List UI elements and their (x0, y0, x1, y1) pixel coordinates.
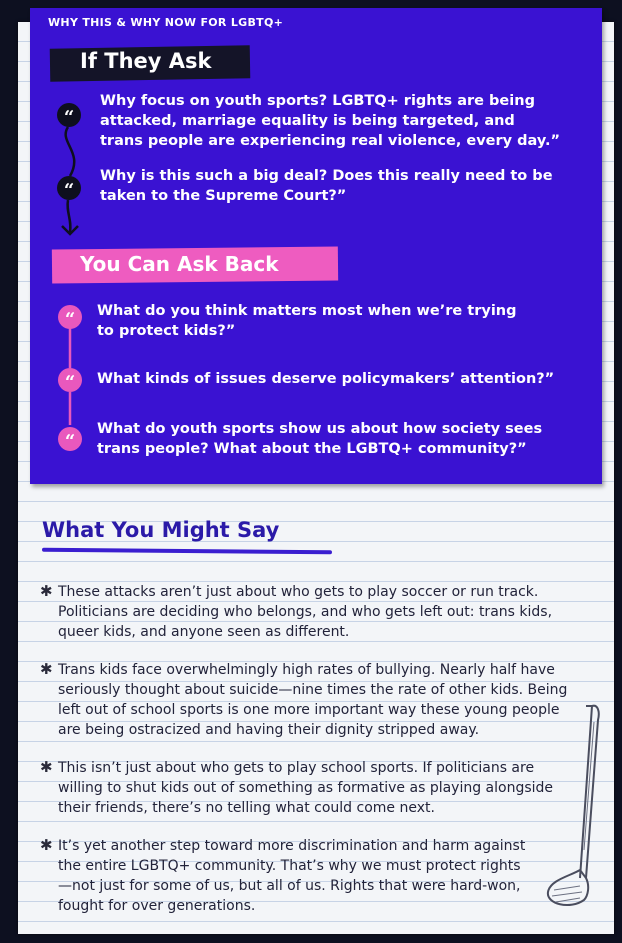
asterisk-icon: ✱ (40, 660, 53, 678)
asterisk-icon: ✱ (40, 582, 53, 600)
talking-point-4-line-4: fought for over generations. (58, 898, 256, 914)
ask-question-2-line-1: Why is this such a big deal? Does this really need to be (100, 168, 553, 184)
talking-point-4 (58, 836, 578, 916)
asterisk-icon: ✱ (40, 836, 53, 854)
talking-point-1 (58, 582, 578, 642)
ask-back-question-1-line-1: What do you think matters most when we’re trying (97, 303, 517, 319)
ask-question-1-line-1: Why focus on youth sports? LGBTQ+ rights are being (100, 93, 535, 109)
quote-icon: “ (57, 103, 81, 127)
ask-question-1-line-3: trans people are experiencing real violence, every day.” (100, 133, 561, 149)
golf-club-icon (540, 700, 610, 915)
ask-back-heading: You Can Ask Back (80, 252, 279, 276)
ask-question-1 (100, 91, 560, 151)
talking-point-4-line-1: It’s yet another step toward more discrimination and harm against (58, 838, 526, 854)
talking-point-4-line-3: —not just for some of us, but all of us. Rights that were hard-won, (58, 878, 521, 894)
ask-back-question-1-line-2: to protect kids?” (97, 323, 236, 339)
quote-icon: “ (58, 305, 82, 329)
talking-point-3-line-2: willing to shut kids out of something as formative as playing alongside (58, 780, 554, 796)
if-they-ask-heading: If They Ask (80, 49, 212, 73)
ask-back-question-3-line-2: trans people? What about the LGBTQ+ community?” (97, 441, 527, 457)
talking-point-2-line-3: left out of school sports is one more important way these young people (58, 702, 560, 718)
talking-point-3-line-1: This isn’t just about who gets to play school sports. If politicians are (58, 760, 535, 776)
section-tag: WHY THIS & WHY NOW FOR LGBTQ+ (48, 16, 284, 29)
ask-back-question-2-line-1: What kinds of issues deserve policymakers’ attention?” (97, 371, 555, 387)
asterisk-icon: ✱ (40, 758, 53, 776)
quote-icon: “ (58, 368, 82, 392)
ask-question-1-line-2: attacked, marriage equality is being targeted, and (100, 113, 515, 129)
talking-point-2-line-2: seriously thought about suicide—nine times the rate of other kids. Being (58, 682, 568, 698)
talking-point-2 (58, 660, 578, 740)
ask-back-question-3 (97, 419, 542, 459)
talking-point-3-line-3: their friends, there’s no telling what could come next. (58, 800, 435, 816)
talking-point-2-line-4: are being ostracized and having their dignity stripped away. (58, 722, 480, 738)
talking-point-1-line-1: These attacks aren’t just about who gets to play soccer or run track. (58, 584, 539, 600)
talking-point-2-line-1: Trans kids face overwhelmingly high rates of bullying. Nearly half have (58, 662, 555, 678)
quote-icon: “ (58, 427, 82, 451)
talking-point-1-line-2: Politicians are deciding who belongs, and who gets left out: trans kids, (58, 604, 553, 620)
what-you-might-say-heading: What You Might Say (42, 518, 280, 542)
talking-point-3 (58, 758, 578, 818)
talking-point-4-line-2: the entire LGBTQ+ community. That’s why we must protect rights (58, 858, 521, 874)
ask-question-2-line-2: taken to the Supreme Court?” (100, 188, 347, 204)
talking-point-1-line-3: queer kids, and anyone seen as different. (58, 624, 350, 640)
ask-question-2 (100, 166, 553, 206)
ask-back-question-2 (97, 369, 554, 389)
quote-icon: “ (57, 176, 81, 200)
ask-back-question-1 (97, 301, 517, 341)
ask-back-question-3-line-1: What do youth sports show us about how society sees (97, 421, 543, 437)
